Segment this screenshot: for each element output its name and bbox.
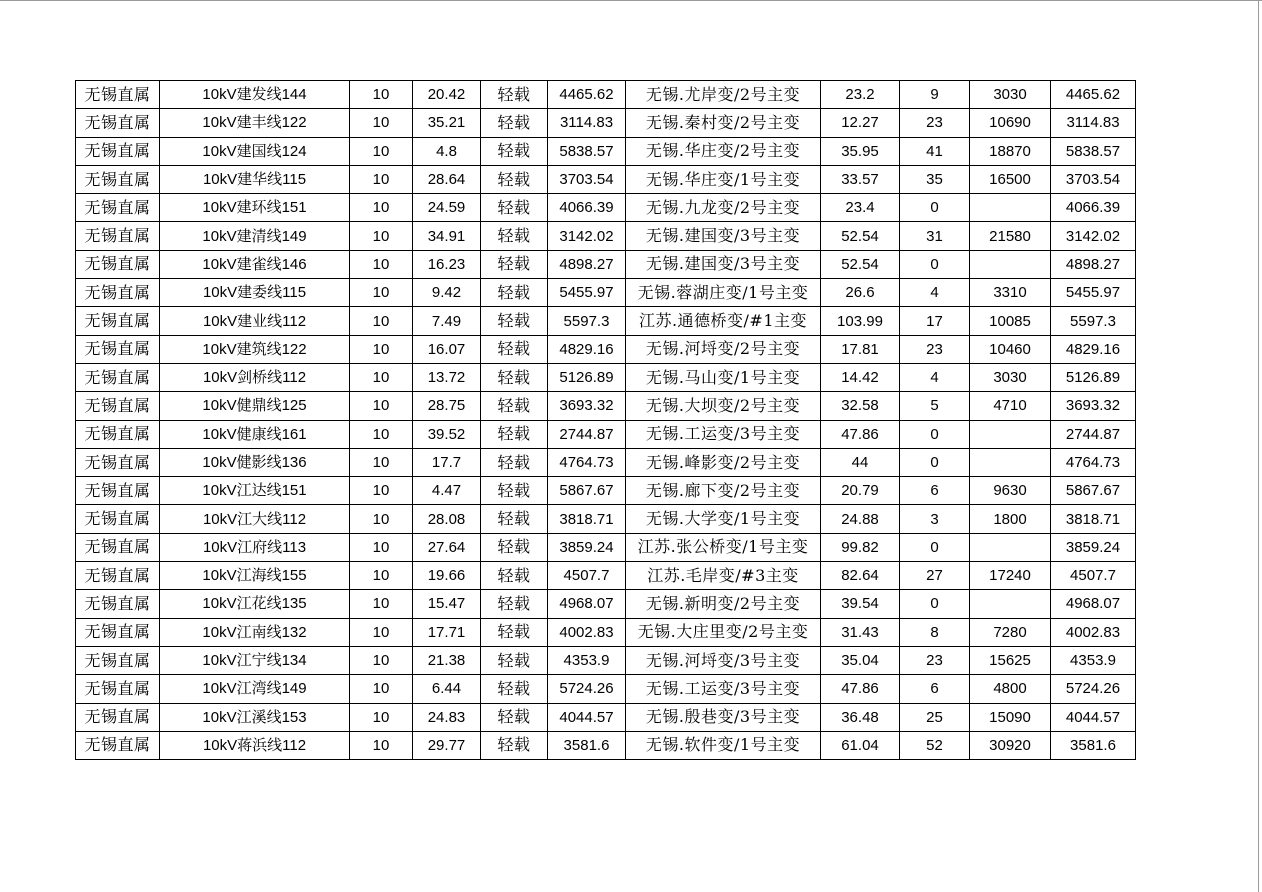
- transformer-load-cell: 23.4: [821, 194, 900, 222]
- connected-count-cell: 23: [900, 109, 970, 137]
- transformer-load-cell: 36.48: [821, 703, 900, 731]
- capacity-cell: 5838.57: [548, 137, 626, 165]
- connected-count-cell: 6: [900, 675, 970, 703]
- table-row: [76, 703, 1136, 731]
- unit-cell: 无锡直属: [76, 307, 160, 335]
- transformer-cell: 无锡.新明变/2号主变: [626, 590, 821, 618]
- voltage-cell: 10: [350, 222, 413, 250]
- transformer-load-cell: 35.04: [821, 646, 900, 674]
- table-row: [76, 335, 1136, 363]
- unit-cell: 无锡直属: [76, 533, 160, 561]
- table-row: [76, 731, 1136, 759]
- connected-capacity-cell: 4710: [970, 392, 1051, 420]
- voltage-cell: 10: [350, 703, 413, 731]
- load-status-cell: 轻载: [481, 448, 548, 476]
- transformer-cell: 无锡.峰影变/2号主变: [626, 448, 821, 476]
- unit-cell: 无锡直属: [76, 250, 160, 278]
- load-rate-cell: 17.7: [413, 448, 481, 476]
- capacity-cell: 4507.7: [548, 562, 626, 590]
- unit-cell: 无锡直属: [76, 646, 160, 674]
- capacity-cell: 5724.26: [548, 675, 626, 703]
- unit-cell: 无锡直属: [76, 363, 160, 391]
- load-rate-cell: 4.8: [413, 137, 481, 165]
- capacity-cell: 4066.39: [548, 194, 626, 222]
- connected-capacity-cell: 17240: [970, 562, 1051, 590]
- transformer-load-cell: 99.82: [821, 533, 900, 561]
- available-capacity-cell: 2744.87: [1051, 420, 1136, 448]
- transformer-load-cell: 52.54: [821, 250, 900, 278]
- voltage-cell: 10: [350, 590, 413, 618]
- connected-count-cell: 41: [900, 137, 970, 165]
- load-rate-cell: 24.59: [413, 194, 481, 222]
- capacity-cell: 5867.67: [548, 477, 626, 505]
- voltage-cell: 10: [350, 250, 413, 278]
- connected-count-cell: 52: [900, 731, 970, 759]
- unit-cell: 无锡直属: [76, 279, 160, 307]
- transformer-cell: 江苏.通德桥变/#1主变: [626, 307, 821, 335]
- transformer-load-cell: 26.6: [821, 279, 900, 307]
- transformer-cell: 无锡.华庄变/1号主变: [626, 165, 821, 193]
- voltage-cell: 10: [350, 505, 413, 533]
- feeder-name-cell: 10kV江海线155: [160, 562, 350, 590]
- table-row: [76, 675, 1136, 703]
- load-status-cell: 轻载: [481, 590, 548, 618]
- voltage-cell: 10: [350, 533, 413, 561]
- load-rate-cell: 27.64: [413, 533, 481, 561]
- load-rate-cell: 28.75: [413, 392, 481, 420]
- unit-cell: 无锡直属: [76, 335, 160, 363]
- table-row: [76, 307, 1136, 335]
- table-row: [76, 194, 1136, 222]
- unit-cell: 无锡直属: [76, 731, 160, 759]
- connected-capacity-cell: 15090: [970, 703, 1051, 731]
- connected-capacity-cell: [970, 590, 1051, 618]
- connected-count-cell: 0: [900, 533, 970, 561]
- feeder-name-cell: 10kV建筑线122: [160, 335, 350, 363]
- table-row: [76, 618, 1136, 646]
- load-status-cell: 轻载: [481, 675, 548, 703]
- connected-capacity-cell: 18870: [970, 137, 1051, 165]
- load-status-cell: 轻载: [481, 618, 548, 646]
- transformer-cell: 无锡.尤岸变/2号主变: [626, 81, 821, 109]
- load-status-cell: 轻载: [481, 81, 548, 109]
- connected-count-cell: 31: [900, 222, 970, 250]
- load-status-cell: 轻载: [481, 307, 548, 335]
- voltage-cell: 10: [350, 646, 413, 674]
- connected-capacity-cell: [970, 420, 1051, 448]
- table-row: [76, 250, 1136, 278]
- transformer-cell: 无锡.殷巷变/3号主变: [626, 703, 821, 731]
- load-status-cell: 轻载: [481, 477, 548, 505]
- capacity-cell: 3703.54: [548, 165, 626, 193]
- unit-cell: 无锡直属: [76, 562, 160, 590]
- table-row: [76, 420, 1136, 448]
- voltage-cell: 10: [350, 81, 413, 109]
- table-row: [76, 279, 1136, 307]
- transformer-load-cell: 61.04: [821, 731, 900, 759]
- transformer-cell: 无锡.河埒变/3号主变: [626, 646, 821, 674]
- transformer-load-cell: 31.43: [821, 618, 900, 646]
- available-capacity-cell: 5724.26: [1051, 675, 1136, 703]
- load-rate-cell: 21.38: [413, 646, 481, 674]
- page-right-border: [1258, 0, 1259, 892]
- capacity-cell: 5126.89: [548, 363, 626, 391]
- table-row: [76, 590, 1136, 618]
- transformer-cell: 无锡.蓉湖庄变/1号主变: [626, 279, 821, 307]
- unit-cell: 无锡直属: [76, 703, 160, 731]
- connected-count-cell: 0: [900, 194, 970, 222]
- load-status-cell: 轻载: [481, 420, 548, 448]
- feeder-name-cell: 10kV建华线115: [160, 165, 350, 193]
- table-row: [76, 646, 1136, 674]
- load-rate-cell: 7.49: [413, 307, 481, 335]
- transformer-load-cell: 39.54: [821, 590, 900, 618]
- available-capacity-cell: 4898.27: [1051, 250, 1136, 278]
- available-capacity-cell: 4829.16: [1051, 335, 1136, 363]
- available-capacity-cell: 4968.07: [1051, 590, 1136, 618]
- unit-cell: 无锡直属: [76, 590, 160, 618]
- connected-count-cell: 0: [900, 250, 970, 278]
- capacity-cell: 3859.24: [548, 533, 626, 561]
- available-capacity-cell: 3581.6: [1051, 731, 1136, 759]
- table-row: [76, 477, 1136, 505]
- available-capacity-cell: 4465.62: [1051, 81, 1136, 109]
- capacity-cell: 2744.87: [548, 420, 626, 448]
- transformer-load-cell: 24.88: [821, 505, 900, 533]
- transformer-load-cell: 44: [821, 448, 900, 476]
- transformer-cell: 无锡.马山变/1号主变: [626, 363, 821, 391]
- transformer-load-cell: 20.79: [821, 477, 900, 505]
- available-capacity-cell: 4507.7: [1051, 562, 1136, 590]
- voltage-cell: 10: [350, 448, 413, 476]
- table-row: [76, 81, 1136, 109]
- transformer-load-cell: 33.57: [821, 165, 900, 193]
- load-rate-cell: 35.21: [413, 109, 481, 137]
- capacity-cell: 5597.3: [548, 307, 626, 335]
- feeder-name-cell: 10kV剑桥线112: [160, 363, 350, 391]
- connected-count-cell: 35: [900, 165, 970, 193]
- connected-count-cell: 4: [900, 363, 970, 391]
- load-status-cell: 轻载: [481, 137, 548, 165]
- connected-capacity-cell: 21580: [970, 222, 1051, 250]
- load-rate-cell: 28.08: [413, 505, 481, 533]
- transformer-load-cell: 12.27: [821, 109, 900, 137]
- available-capacity-cell: 3859.24: [1051, 533, 1136, 561]
- feeder-name-cell: 10kV建环线151: [160, 194, 350, 222]
- feeder-name-cell: 10kV江花线135: [160, 590, 350, 618]
- connected-capacity-cell: 7280: [970, 618, 1051, 646]
- transformer-cell: 无锡.大学变/1号主变: [626, 505, 821, 533]
- load-status-cell: 轻载: [481, 392, 548, 420]
- feeder-name-cell: 10kV江南线132: [160, 618, 350, 646]
- feeder-name-cell: 10kV建雀线146: [160, 250, 350, 278]
- load-status-cell: 轻载: [481, 165, 548, 193]
- feeder-name-cell: 10kV健影线136: [160, 448, 350, 476]
- available-capacity-cell: 5455.97: [1051, 279, 1136, 307]
- feeder-name-cell: 10kV江溪线153: [160, 703, 350, 731]
- connected-count-cell: 25: [900, 703, 970, 731]
- connected-capacity-cell: [970, 533, 1051, 561]
- transformer-cell: 无锡.大庄里变/2号主变: [626, 618, 821, 646]
- feeder-name-cell: 10kV江湾线149: [160, 675, 350, 703]
- connected-count-cell: 23: [900, 646, 970, 674]
- unit-cell: 无锡直属: [76, 392, 160, 420]
- transformer-load-cell: 47.86: [821, 420, 900, 448]
- available-capacity-cell: 5867.67: [1051, 477, 1136, 505]
- connected-count-cell: 8: [900, 618, 970, 646]
- table-row: [76, 533, 1136, 561]
- table-row: [76, 505, 1136, 533]
- capacity-cell: 3693.32: [548, 392, 626, 420]
- connected-count-cell: 5: [900, 392, 970, 420]
- load-rate-cell: 13.72: [413, 363, 481, 391]
- available-capacity-cell: 4353.9: [1051, 646, 1136, 674]
- voltage-cell: 10: [350, 675, 413, 703]
- capacity-cell: 4465.62: [548, 81, 626, 109]
- feeder-name-cell: 10kV建国线124: [160, 137, 350, 165]
- connected-count-cell: 6: [900, 477, 970, 505]
- unit-cell: 无锡直属: [76, 477, 160, 505]
- voltage-cell: 10: [350, 165, 413, 193]
- load-rate-cell: 9.42: [413, 279, 481, 307]
- voltage-cell: 10: [350, 279, 413, 307]
- capacity-cell: 3581.6: [548, 731, 626, 759]
- unit-cell: 无锡直属: [76, 420, 160, 448]
- capacity-cell: 4044.57: [548, 703, 626, 731]
- feeder-name-cell: 10kV江宁线134: [160, 646, 350, 674]
- load-status-cell: 轻载: [481, 533, 548, 561]
- feeder-name-cell: 10kV江府线113: [160, 533, 350, 561]
- connected-capacity-cell: 10690: [970, 109, 1051, 137]
- capacity-cell: 4002.83: [548, 618, 626, 646]
- available-capacity-cell: 4764.73: [1051, 448, 1136, 476]
- feeder-name-cell: 10kV江大线112: [160, 505, 350, 533]
- table-row: [76, 392, 1136, 420]
- capacity-cell: 4829.16: [548, 335, 626, 363]
- connected-capacity-cell: 3310: [970, 279, 1051, 307]
- transformer-cell: 无锡.河埒变/2号主变: [626, 335, 821, 363]
- connected-count-cell: 3: [900, 505, 970, 533]
- feeder-name-cell: 10kV健康线161: [160, 420, 350, 448]
- transformer-load-cell: 32.58: [821, 392, 900, 420]
- transformer-cell: 无锡.廊下变/2号主变: [626, 477, 821, 505]
- transformer-cell: 江苏.毛岸变/#3主变: [626, 562, 821, 590]
- feeder-name-cell: 10kV建发线144: [160, 81, 350, 109]
- transformer-cell: 无锡.软件变/1号主变: [626, 731, 821, 759]
- load-rate-cell: 6.44: [413, 675, 481, 703]
- voltage-cell: 10: [350, 731, 413, 759]
- transformer-cell: 无锡.建国变/3号主变: [626, 222, 821, 250]
- connected-count-cell: 4: [900, 279, 970, 307]
- load-status-cell: 轻载: [481, 222, 548, 250]
- load-rate-cell: 19.66: [413, 562, 481, 590]
- capacity-cell: 4353.9: [548, 646, 626, 674]
- available-capacity-cell: 3142.02: [1051, 222, 1136, 250]
- unit-cell: 无锡直属: [76, 448, 160, 476]
- transformer-cell: 无锡.秦村变/2号主变: [626, 109, 821, 137]
- table-row: [76, 137, 1136, 165]
- table-body: [76, 81, 1136, 760]
- voltage-cell: 10: [350, 477, 413, 505]
- load-rate-cell: 17.71: [413, 618, 481, 646]
- capacity-cell: 4968.07: [548, 590, 626, 618]
- load-status-cell: 轻载: [481, 703, 548, 731]
- load-rate-cell: 4.47: [413, 477, 481, 505]
- transformer-load-cell: 14.42: [821, 363, 900, 391]
- load-status-cell: 轻载: [481, 109, 548, 137]
- available-capacity-cell: 4066.39: [1051, 194, 1136, 222]
- capacity-cell: 5455.97: [548, 279, 626, 307]
- connected-capacity-cell: 15625: [970, 646, 1051, 674]
- connected-capacity-cell: 4800: [970, 675, 1051, 703]
- connected-count-cell: 23: [900, 335, 970, 363]
- connected-capacity-cell: 9630: [970, 477, 1051, 505]
- load-status-cell: 轻载: [481, 194, 548, 222]
- load-rate-cell: 24.83: [413, 703, 481, 731]
- capacity-cell: 4898.27: [548, 250, 626, 278]
- available-capacity-cell: 5597.3: [1051, 307, 1136, 335]
- connected-capacity-cell: 30920: [970, 731, 1051, 759]
- transformer-cell: 江苏.张公桥变/1号主变: [626, 533, 821, 561]
- feeder-name-cell: 10kV建清线149: [160, 222, 350, 250]
- voltage-cell: 10: [350, 562, 413, 590]
- voltage-cell: 10: [350, 137, 413, 165]
- transformer-cell: 无锡.工运变/3号主变: [626, 420, 821, 448]
- available-capacity-cell: 5838.57: [1051, 137, 1136, 165]
- transformer-load-cell: 17.81: [821, 335, 900, 363]
- table-row: [76, 363, 1136, 391]
- load-status-cell: 轻载: [481, 505, 548, 533]
- transformer-load-cell: 35.95: [821, 137, 900, 165]
- feeder-name-cell: 10kV建委线115: [160, 279, 350, 307]
- transformer-cell: 无锡.建国变/3号主变: [626, 250, 821, 278]
- feeder-load-table: [75, 80, 1136, 760]
- load-status-cell: 轻载: [481, 250, 548, 278]
- table-row: [76, 448, 1136, 476]
- unit-cell: 无锡直属: [76, 194, 160, 222]
- transformer-load-cell: 23.2: [821, 81, 900, 109]
- transformer-load-cell: 52.54: [821, 222, 900, 250]
- unit-cell: 无锡直属: [76, 618, 160, 646]
- transformer-load-cell: 82.64: [821, 562, 900, 590]
- available-capacity-cell: 3818.71: [1051, 505, 1136, 533]
- load-rate-cell: 20.42: [413, 81, 481, 109]
- voltage-cell: 10: [350, 109, 413, 137]
- feeder-name-cell: 10kV蒋浜线112: [160, 731, 350, 759]
- available-capacity-cell: 4002.83: [1051, 618, 1136, 646]
- voltage-cell: 10: [350, 392, 413, 420]
- load-rate-cell: 16.07: [413, 335, 481, 363]
- available-capacity-cell: 4044.57: [1051, 703, 1136, 731]
- unit-cell: 无锡直属: [76, 109, 160, 137]
- transformer-load-cell: 47.86: [821, 675, 900, 703]
- table-row: [76, 222, 1136, 250]
- connected-count-cell: 0: [900, 420, 970, 448]
- unit-cell: 无锡直属: [76, 505, 160, 533]
- table-row: [76, 562, 1136, 590]
- connected-capacity-cell: 3030: [970, 363, 1051, 391]
- connected-capacity-cell: 3030: [970, 81, 1051, 109]
- connected-capacity-cell: [970, 194, 1051, 222]
- load-rate-cell: 34.91: [413, 222, 481, 250]
- table-row: [76, 109, 1136, 137]
- unit-cell: 无锡直属: [76, 137, 160, 165]
- capacity-cell: 3818.71: [548, 505, 626, 533]
- voltage-cell: 10: [350, 618, 413, 646]
- voltage-cell: 10: [350, 420, 413, 448]
- connected-count-cell: 27: [900, 562, 970, 590]
- available-capacity-cell: 3693.32: [1051, 392, 1136, 420]
- available-capacity-cell: 5126.89: [1051, 363, 1136, 391]
- connected-capacity-cell: 10460: [970, 335, 1051, 363]
- connected-count-cell: 17: [900, 307, 970, 335]
- available-capacity-cell: 3114.83: [1051, 109, 1136, 137]
- voltage-cell: 10: [350, 194, 413, 222]
- connected-count-cell: 0: [900, 590, 970, 618]
- feeder-name-cell: 10kV江达线151: [160, 477, 350, 505]
- connected-capacity-cell: [970, 250, 1051, 278]
- unit-cell: 无锡直属: [76, 165, 160, 193]
- capacity-cell: 3114.83: [548, 109, 626, 137]
- load-status-cell: 轻载: [481, 335, 548, 363]
- load-status-cell: 轻载: [481, 279, 548, 307]
- page-top-border: [0, 0, 1262, 1]
- load-rate-cell: 29.77: [413, 731, 481, 759]
- transformer-load-cell: 103.99: [821, 307, 900, 335]
- load-rate-cell: 39.52: [413, 420, 481, 448]
- voltage-cell: 10: [350, 363, 413, 391]
- feeder-name-cell: 10kV健鼎线125: [160, 392, 350, 420]
- connected-capacity-cell: 10085: [970, 307, 1051, 335]
- unit-cell: 无锡直属: [76, 675, 160, 703]
- voltage-cell: 10: [350, 307, 413, 335]
- connected-capacity-cell: 1800: [970, 505, 1051, 533]
- transformer-cell: 无锡.九龙变/2号主变: [626, 194, 821, 222]
- connected-count-cell: 9: [900, 81, 970, 109]
- capacity-cell: 3142.02: [548, 222, 626, 250]
- connected-count-cell: 0: [900, 448, 970, 476]
- load-rate-cell: 28.64: [413, 165, 481, 193]
- load-status-cell: 轻载: [481, 731, 548, 759]
- feeder-name-cell: 10kV建业线112: [160, 307, 350, 335]
- load-status-cell: 轻载: [481, 363, 548, 391]
- voltage-cell: 10: [350, 335, 413, 363]
- load-status-cell: 轻载: [481, 646, 548, 674]
- load-rate-cell: 16.23: [413, 250, 481, 278]
- load-rate-cell: 15.47: [413, 590, 481, 618]
- capacity-cell: 4764.73: [548, 448, 626, 476]
- transformer-cell: 无锡.大坝变/2号主变: [626, 392, 821, 420]
- transformer-cell: 无锡.华庄变/2号主变: [626, 137, 821, 165]
- table-row: [76, 165, 1136, 193]
- feeder-name-cell: 10kV建丰线122: [160, 109, 350, 137]
- unit-cell: 无锡直属: [76, 222, 160, 250]
- connected-capacity-cell: [970, 448, 1051, 476]
- unit-cell: 无锡直属: [76, 81, 160, 109]
- connected-capacity-cell: 16500: [970, 165, 1051, 193]
- transformer-cell: 无锡.工运变/3号主变: [626, 675, 821, 703]
- load-status-cell: 轻载: [481, 562, 548, 590]
- available-capacity-cell: 3703.54: [1051, 165, 1136, 193]
